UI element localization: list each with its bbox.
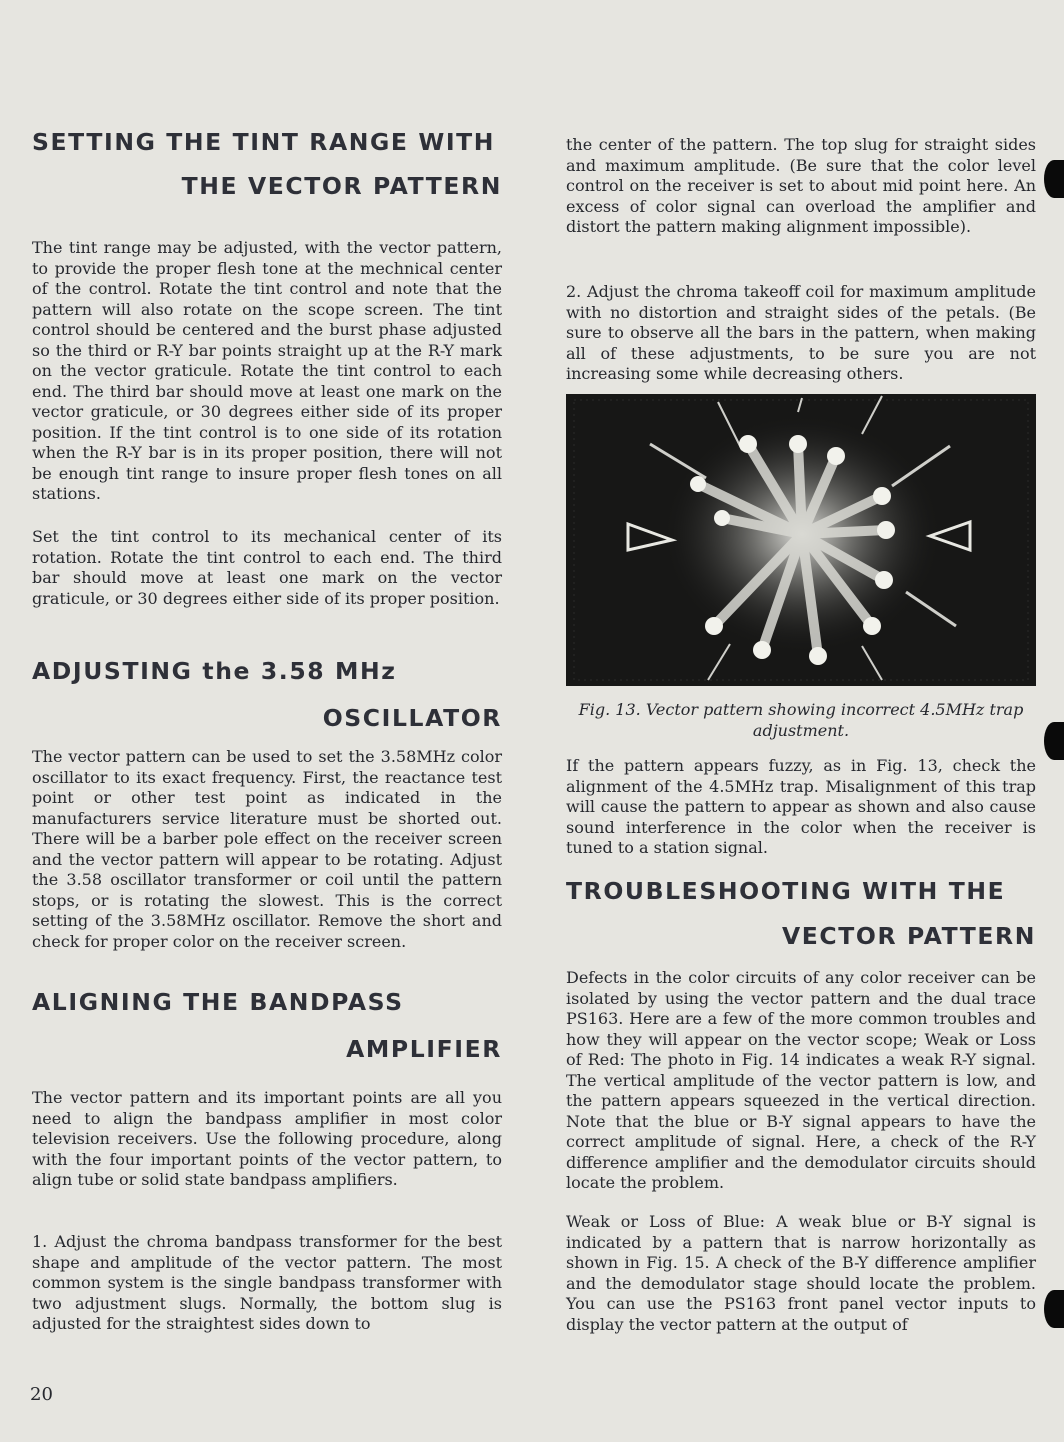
tint-heading-line2: THE VECTOR PATTERN (181, 172, 502, 200)
oscillator-heading-line2: OSCILLATOR (322, 704, 502, 732)
tint-heading-line1: SETTING THE TINT RANGE WITH (32, 128, 496, 156)
vector-pattern-photo (566, 394, 1036, 686)
bandpass-heading-line1: ALIGNING THE BANDPASS (32, 988, 404, 1016)
troubleshooting-heading-line2: VECTOR PATTERN (781, 922, 1036, 950)
trap-paragraph: If the pattern appears fuzzy, as in Fig. 13, check the alignment of the 4.5MHz trap. Misalignment of this trap will cause the pattern to appear as shown and also cause sound interference in the color when the receiver is tuned to a station signal. (566, 756, 1036, 857)
vector-pattern-graphic (566, 394, 1036, 686)
vector-dot (789, 435, 807, 453)
oscillator-heading-line1: ADJUSTING the 3.58 MHz (32, 657, 397, 685)
page-number: 20 (30, 1384, 53, 1405)
vector-dot (753, 641, 771, 659)
binding-hole (1044, 722, 1064, 760)
troubleshooting-paragraph-1: Defects in the color circuits of any color receiver can be isolated by using the vector pattern and the dual trace PS163. Here are a few of the more common troubles and how they will appear on the vector scope; Weak or Loss of Red: The photo in Fig. 14 indicates a weak R-Y signal. The vertical amplitude of the vector pattern is low, and the pattern appears squeezed in the vertical direction. Note that the blue or B-Y signal appears to have the correct amplitude of signal. Here, a check of the R-Y difference amplifier and the demodulator circuits should locate the problem. (566, 968, 1036, 1192)
vector-dot (714, 510, 730, 526)
vector-dot (877, 521, 895, 539)
vector-dot (863, 617, 881, 635)
vector-dot (690, 476, 706, 492)
vector-dot (873, 487, 891, 505)
bandpass-paragraph: The vector pattern and its important points are all you need to align the bandpass amplifier in most color television receivers. Use the following procedure, along with the four important points of the vector pattern, to align tube or solid state bandpass amplifiers. (32, 1088, 502, 1189)
tint-paragraph-1: The tint range may be adjusted, with the vector pattern, to provide the proper flesh tone at the mechnical center of the control. Rotate the tint control and note that the pattern will also rotate on the scope screen. The tint control should be centered and the burst phase adjusted so the third or R-Y bar points straight up at the R-Y mark on the vector graticule. Rotate the tint control to each end. The third bar should move at least one mark on the vector graticule, or 30 degrees either side of its proper position. If the tint control is to one side of its rotation when the R-Y bar is in its proper position, there will not be enough tint range to insure proper flesh tones on all stations. (32, 238, 502, 503)
step1-paragraph: 1. Adjust the chroma bandpass transformer for the best shape and amplitude of the vector pattern. The most common system is the single bandpass transformer with two adjustment slugs. Normally, the bottom slug is adjusted for the straightest sides down to (32, 1232, 502, 1333)
troubleshooting-paragraph-2: Weak or Loss of Blue: A weak blue or B-Y signal is indicated by a pattern that is narrow horizontally as shown in Fig. 15. A check of the B-Y difference amplifier and the demodulator stage should locate the problem. You can use the PS163 front panel vector inputs to display the vector pattern at the output of (566, 1212, 1036, 1334)
tint-paragraph-2: Set the tint control to its mechanical center of its rotation. Rotate the tint control to each end. The third bar should move at least one mark on the vector graticule, or 30 degrees either side of its proper position. (32, 527, 502, 608)
vector-dot (875, 571, 893, 589)
bandpass-heading-line2: AMPLIFIER (346, 1035, 502, 1063)
vector-petal (798, 444, 802, 534)
binding-hole (1044, 1290, 1064, 1328)
step1-continued-paragraph: the center of the pattern. The top slug for straight sides and maximum amplitude. (Be sure that the color level control on the receiver is set to about mid point here. An excess of color signal can overload the amplifier and distort the pattern making alignment impossible). (566, 135, 1036, 236)
figure-caption: Fig. 13. Vector pattern showing incorrect 4.5MHz trap adjustment. (578, 700, 1024, 740)
step2-paragraph: 2. Adjust the chroma takeoff coil for maximum amplitude with no distortion and straight sides of the petals. (Be sure to observe all the bars in the pattern, when making all of these adjustments, to be sure you are not increasing some while decreasing others. (566, 282, 1036, 383)
troubleshooting-heading-line1: TROUBLESHOOTING WITH THE (566, 877, 1006, 905)
vector-petal (802, 530, 886, 534)
vector-dot (705, 617, 723, 635)
binding-hole (1044, 160, 1064, 198)
vector-dot (739, 435, 757, 453)
oscillator-paragraph: The vector pattern can be used to set the 3.58MHz color oscillator to its exact frequency. First, the reactance test point or other test point as indicated in the manufacturers service literature must be shorted out. There will be a barber pole effect on the receiver screen and the vector pattern will appear to be rotating. Adjust the 3.58 oscillator transformer or coil until the pattern stops, or is rotating the slowest. This is the correct setting of the 3.58MHz oscillator. Remove the short and check for proper color on the receiver screen. (32, 747, 502, 951)
vector-dot (809, 647, 827, 665)
vector-dot (827, 447, 845, 465)
